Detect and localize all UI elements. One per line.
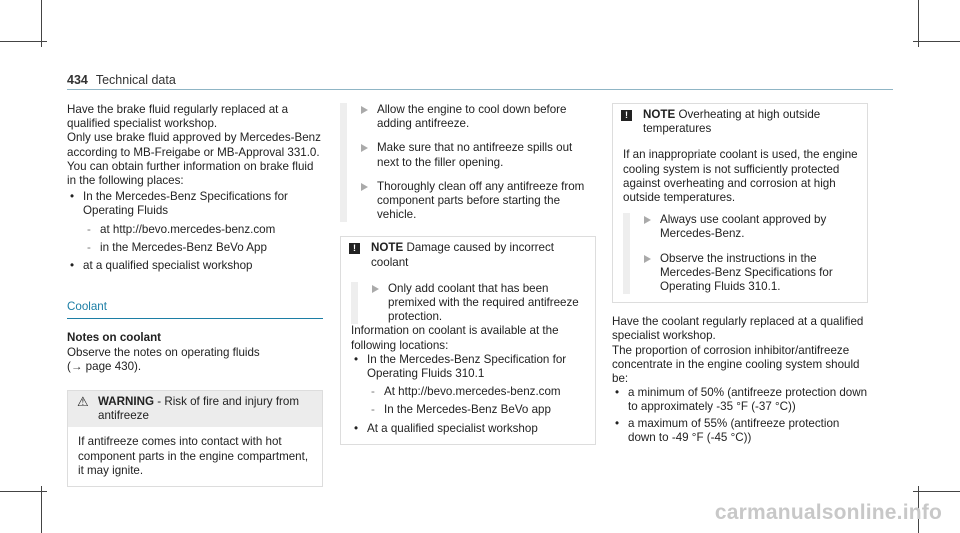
sub-list-item: - at http://bevo.mercedes-benz.com <box>67 223 323 237</box>
warning-title: - Risk of fire and injury from antifreeze <box>98 395 300 423</box>
page-header <box>67 73 176 87</box>
watermark: carmanualsonline.info <box>714 501 942 524</box>
note-label: NOTE <box>371 241 404 255</box>
crop-mark <box>41 0 42 47</box>
note-title: Overheating at high outside temperatures <box>643 108 821 136</box>
crop-mark <box>0 41 47 42</box>
crop-mark <box>0 491 47 492</box>
step-group <box>340 103 596 222</box>
note-header <box>613 104 867 140</box>
warning-header <box>68 391 322 427</box>
page-reference[interactable]: (→ page 430). <box>67 359 142 373</box>
step-group <box>351 282 587 325</box>
page-number: 434 <box>67 73 88 87</box>
intro-text: You can obtain further information on brake fluid in the following places: <box>67 159 314 188</box>
paragraph: The proportion of corrosion inhibitor/antifreeze concentrate in the engine cooling system should be: <box>612 343 860 386</box>
list-item: • At a qualified specialist workshop <box>351 422 587 436</box>
column-2 <box>340 103 596 445</box>
warning-body: If antifreeze comes into contact with hot component parts in the engine compartment, it may ignite. <box>78 435 309 477</box>
step-item: Thoroughly clean off any antifreeze from component parts before starting the vehicle. <box>347 180 596 223</box>
warning-label: WARNING <box>98 395 155 409</box>
note-box <box>340 236 596 444</box>
note-body <box>613 140 867 302</box>
intro-text: Only use brake fluid approved by Mercedes-Benz according to MB-Freigabe or MB-Approval 331.0. <box>67 131 321 159</box>
list-item: • In the Mercedes-Benz Specifications for Operating Fluids <box>67 190 323 218</box>
note-header <box>341 237 595 273</box>
warning-triangle-icon: ⚠ <box>77 394 89 410</box>
intro-text: Have the brake fluid regularly replaced at a qualified specialist workshop. <box>67 103 289 131</box>
note-label: NOTE <box>643 108 676 121</box>
step-group <box>623 213 859 294</box>
info-text: Information on coolant is available at the following locations: <box>351 324 559 352</box>
note-body <box>341 274 595 444</box>
note-text: If an inappropriate coolant is used, the engine cooling system is not sufficiently protected against overheating and corrosion at high outside temperatures. <box>623 148 858 205</box>
header-rule <box>67 89 893 90</box>
column-3 <box>612 103 868 445</box>
section-title: Technical data <box>95 73 176 87</box>
list-item: • a maximum of 55% (antifreeze protection down to -49 °F (-45 °C)) <box>612 417 868 445</box>
crop-mark <box>913 491 960 492</box>
list-item: • a minimum of 50% (antifreeze protection down to approximately -35 °F (-37 °C)) <box>612 386 868 414</box>
step-item: Make sure that no antifreeze spills out next to the filler opening. <box>347 141 596 169</box>
note-title: Damage caused by incorrect coolant <box>371 241 555 269</box>
notes-text: Observe the notes on operating fluids <box>67 345 260 359</box>
sub-list-item: - in the Mercedes-Benz BeVo App <box>67 241 323 255</box>
step-item: Always use coolant approved by Mercedes-Benz. <box>630 213 859 241</box>
sub-list-item: - At http://bevo.mercedes-benz.com <box>351 385 587 399</box>
crop-mark <box>913 41 960 42</box>
note-exclamation-icon: ! <box>621 110 632 121</box>
paragraph: Have the coolant regularly replaced at a qualified specialist workshop. <box>612 315 864 343</box>
note-box <box>612 103 868 303</box>
sub-list-item: - In the Mercedes-Benz BeVo app <box>351 403 587 417</box>
step-item: Observe the instructions in the Mercedes-Benz Specifications for Operating Fluids 310.1. <box>630 252 859 295</box>
notes-heading: Notes on coolant <box>67 331 162 345</box>
column-1 <box>67 103 323 487</box>
step-item: Only add coolant that has been premixed with the required antifreeze protection. <box>358 282 587 325</box>
warning-box <box>67 390 323 487</box>
crop-mark <box>918 0 919 47</box>
crop-mark <box>41 486 42 533</box>
list-item: • In the Mercedes-Benz Specification for Operating Fluids 310.1 <box>351 353 587 381</box>
list-item: • at a qualified specialist workshop <box>67 259 323 273</box>
note-exclamation-icon: ! <box>349 243 360 254</box>
step-item: Allow the engine to cool down before adding antifreeze. <box>347 103 596 131</box>
section-heading: Coolant <box>67 300 323 319</box>
